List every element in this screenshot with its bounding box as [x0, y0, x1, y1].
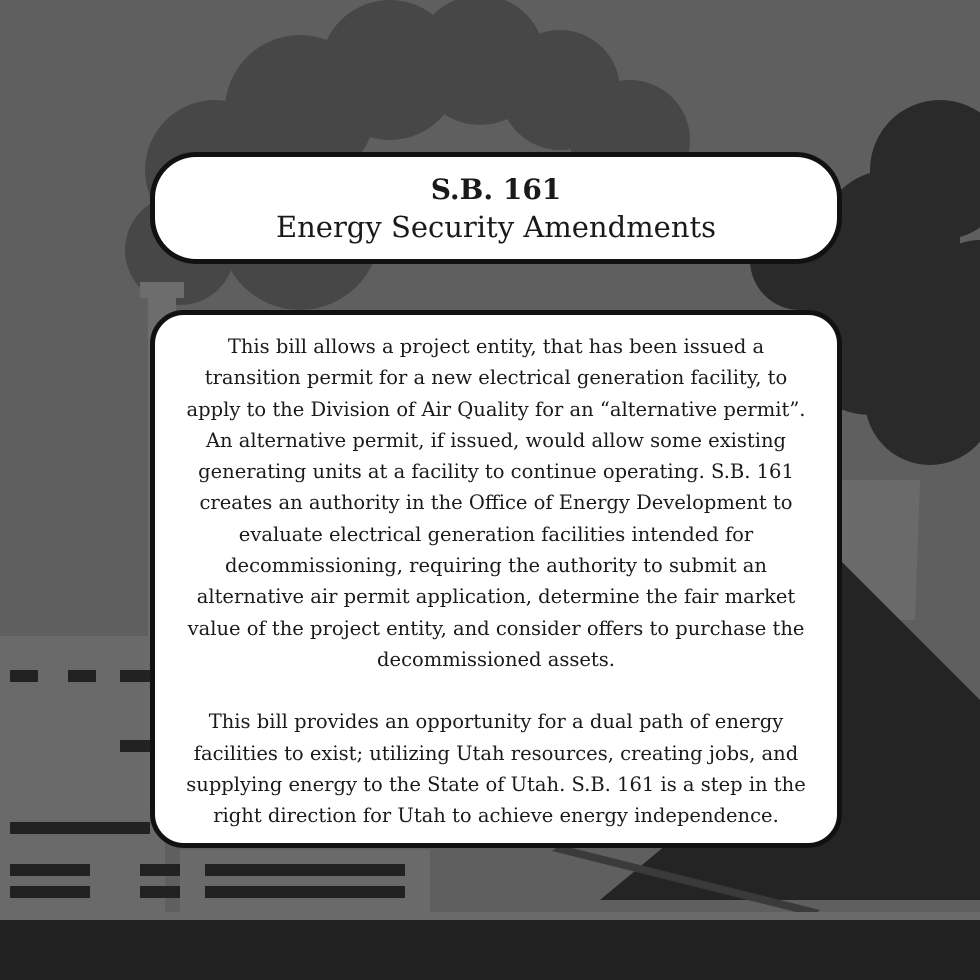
- bill-number: S.B. 161: [430, 173, 562, 206]
- bill-title: Energy Security Amendments: [275, 210, 717, 244]
- summary-card: [150, 310, 842, 848]
- title-card: [150, 152, 842, 264]
- summary-paragraph-2: This bill provides an opportunity for a dual path of energy facilities to exist; utilizing Utah resources, creating jobs, and supplying energy to the State of Utah. S.B. 161 is a step in the right direction for Utah to achieve energy independence.: [186, 710, 806, 828]
- summary-paragraph-1: This bill allows a project entity, that has been issued a transition permit for a new electrical generation facility, to apply to the Division of Air Quality for an “alternative permit”. An alternative permit, if issued, would allow some existing generating units at a facility to continue operating. S.B. 161 creates an authority in the Office of Energy Development to evaluate electrical generation facilities intended for decommissioning, requiring the authority to submit an alternative air permit application, determine the fair market value of the project entity, and consider offers to purchase the decommissioned assets.: [186, 335, 806, 671]
- ground: [0, 912, 980, 980]
